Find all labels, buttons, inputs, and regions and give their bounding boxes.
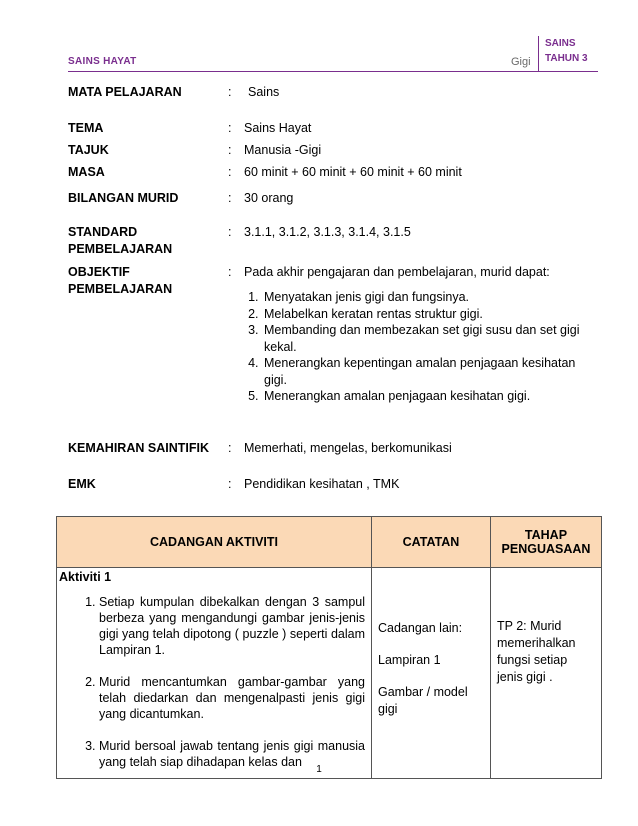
header-topic: Gigi: [511, 56, 531, 68]
info-label: [68, 264, 228, 440]
activity-step: 3. Murid bersoal jawab tentang jenis gigi manusia yang telah siap dihadapan kelas dan: [99, 738, 365, 770]
info-label-line: OBJEKTIF: [68, 265, 130, 279]
catatan-line: Cadangan lain:: [378, 621, 463, 635]
catatan-line: Lampiran 1: [378, 653, 441, 667]
info-colon: :: [228, 477, 232, 491]
info-colon: :: [228, 265, 232, 279]
objektif-item: 1. Menyatakan jenis gigi dan fungsinya.: [262, 289, 598, 306]
header-year: TAHUN 3: [545, 53, 588, 64]
info-value: Sains Hayat: [244, 121, 312, 135]
info-label-line: PEMBELAJARAN: [68, 242, 173, 256]
info-row-kemahiran: [68, 440, 598, 476]
info-row-tajuk: [68, 142, 598, 164]
info-colon: :: [228, 165, 232, 179]
info-value: 30 orang: [244, 191, 294, 205]
info-colon: :: [228, 191, 232, 205]
objektif-item: 2. Melabelkan keratan rentas struktur gigi.: [262, 306, 598, 323]
info-colon: :: [228, 143, 232, 157]
info-colon: :: [228, 225, 232, 239]
header-cadangan-aktiviti: CADANGAN AKTIVITI: [57, 517, 372, 568]
info-row-bilangan-murid: [68, 190, 598, 224]
objektif-intro: Pada akhir pengajaran dan pembelajaran, murid dapat:: [244, 265, 550, 279]
info-value: Pendidikan kesihatan , TMK: [244, 477, 400, 491]
info-label: MATA PELAJARAN: [68, 85, 182, 99]
activity-table: [56, 516, 602, 779]
header-catatan: CATATAN: [372, 517, 491, 568]
info-label: KEMAHIRAN SAINTIFIK: [68, 441, 209, 455]
activity-steps-list: [57, 594, 371, 770]
info-label-line: STANDARD: [68, 225, 138, 239]
info-value: 60 minit + 60 minit + 60 minit + 60 minit: [244, 165, 462, 179]
info-value: Sains: [248, 85, 280, 99]
header-subject-box: [538, 36, 598, 72]
info-label: BILANGAN MURID: [68, 191, 179, 205]
header-section-title: SAINS HAYAT: [68, 56, 137, 67]
activity-step: 2. Murid mencantumkan gambar-gambar yang telah diedarkan dan mengenalpasti jenis gigi yang dicantumkan.: [99, 674, 365, 722]
header-divider: [68, 71, 598, 72]
tahap-penguasaan-cell: TP 2: Murid memerihalkan fungsi setiap jenis gigi .: [491, 568, 602, 779]
activity-table-header-row: [57, 517, 602, 568]
info-row-standard: [68, 224, 598, 264]
info-label: TAJUK: [68, 143, 109, 157]
page-number: 1: [316, 764, 322, 775]
lesson-info: [68, 84, 598, 498]
objektif-item: 5. Menerangkan amalan penjagaan kesihatan gigi.: [262, 388, 598, 405]
info-label: EMK: [68, 477, 96, 491]
objektif-item: 4. Menerangkan kepentingan amalan penjagaan kesihatan gigi.: [262, 355, 598, 388]
header-subject: SAINS: [545, 38, 576, 49]
info-label-line: PEMBELAJARAN: [68, 282, 173, 296]
info-colon: :: [228, 121, 232, 135]
activity-title-row: [57, 568, 602, 589]
info-value: 3.1.1, 3.1.2, 3.1.3, 3.1.4, 3.1.5: [244, 225, 411, 239]
info-colon: :: [228, 85, 232, 99]
objektif-item: 3. Membanding dan membezakan set gigi susu dan set gigi kekal.: [262, 322, 598, 355]
activity-steps-cell: [57, 588, 372, 779]
info-label: TEMA: [68, 121, 104, 135]
info-row-emk: [68, 476, 598, 498]
info-colon: :: [228, 441, 232, 455]
info-row-tema: [68, 120, 598, 142]
objektif-content: [244, 264, 598, 440]
catatan-cell: [372, 568, 491, 779]
header-tahap-penguasaan: TAHAP PENGUASAAN: [491, 517, 602, 568]
objektif-list: [244, 289, 598, 405]
info-row-masa: [68, 164, 598, 190]
info-value: Memerhati, mengelas, berkomunikasi: [244, 441, 452, 455]
info-row-mata-pelajaran: [68, 84, 598, 120]
info-value: Manusia -Gigi: [244, 143, 322, 157]
catatan-line: Gambar / model gigi: [378, 685, 468, 716]
info-label: MASA: [68, 165, 105, 179]
info-row-objektif: [68, 264, 598, 440]
activity-step: 1. Setiap kumpulan dibekalkan dengan 3 sampul berbeza yang mengandungi gambar jenis-jenis gigi yang telah dipotong ( puzzle ) seperti dalam Lampiran 1.: [99, 594, 365, 658]
activity-title: Aktiviti 1: [57, 568, 372, 589]
info-label: [68, 224, 228, 264]
